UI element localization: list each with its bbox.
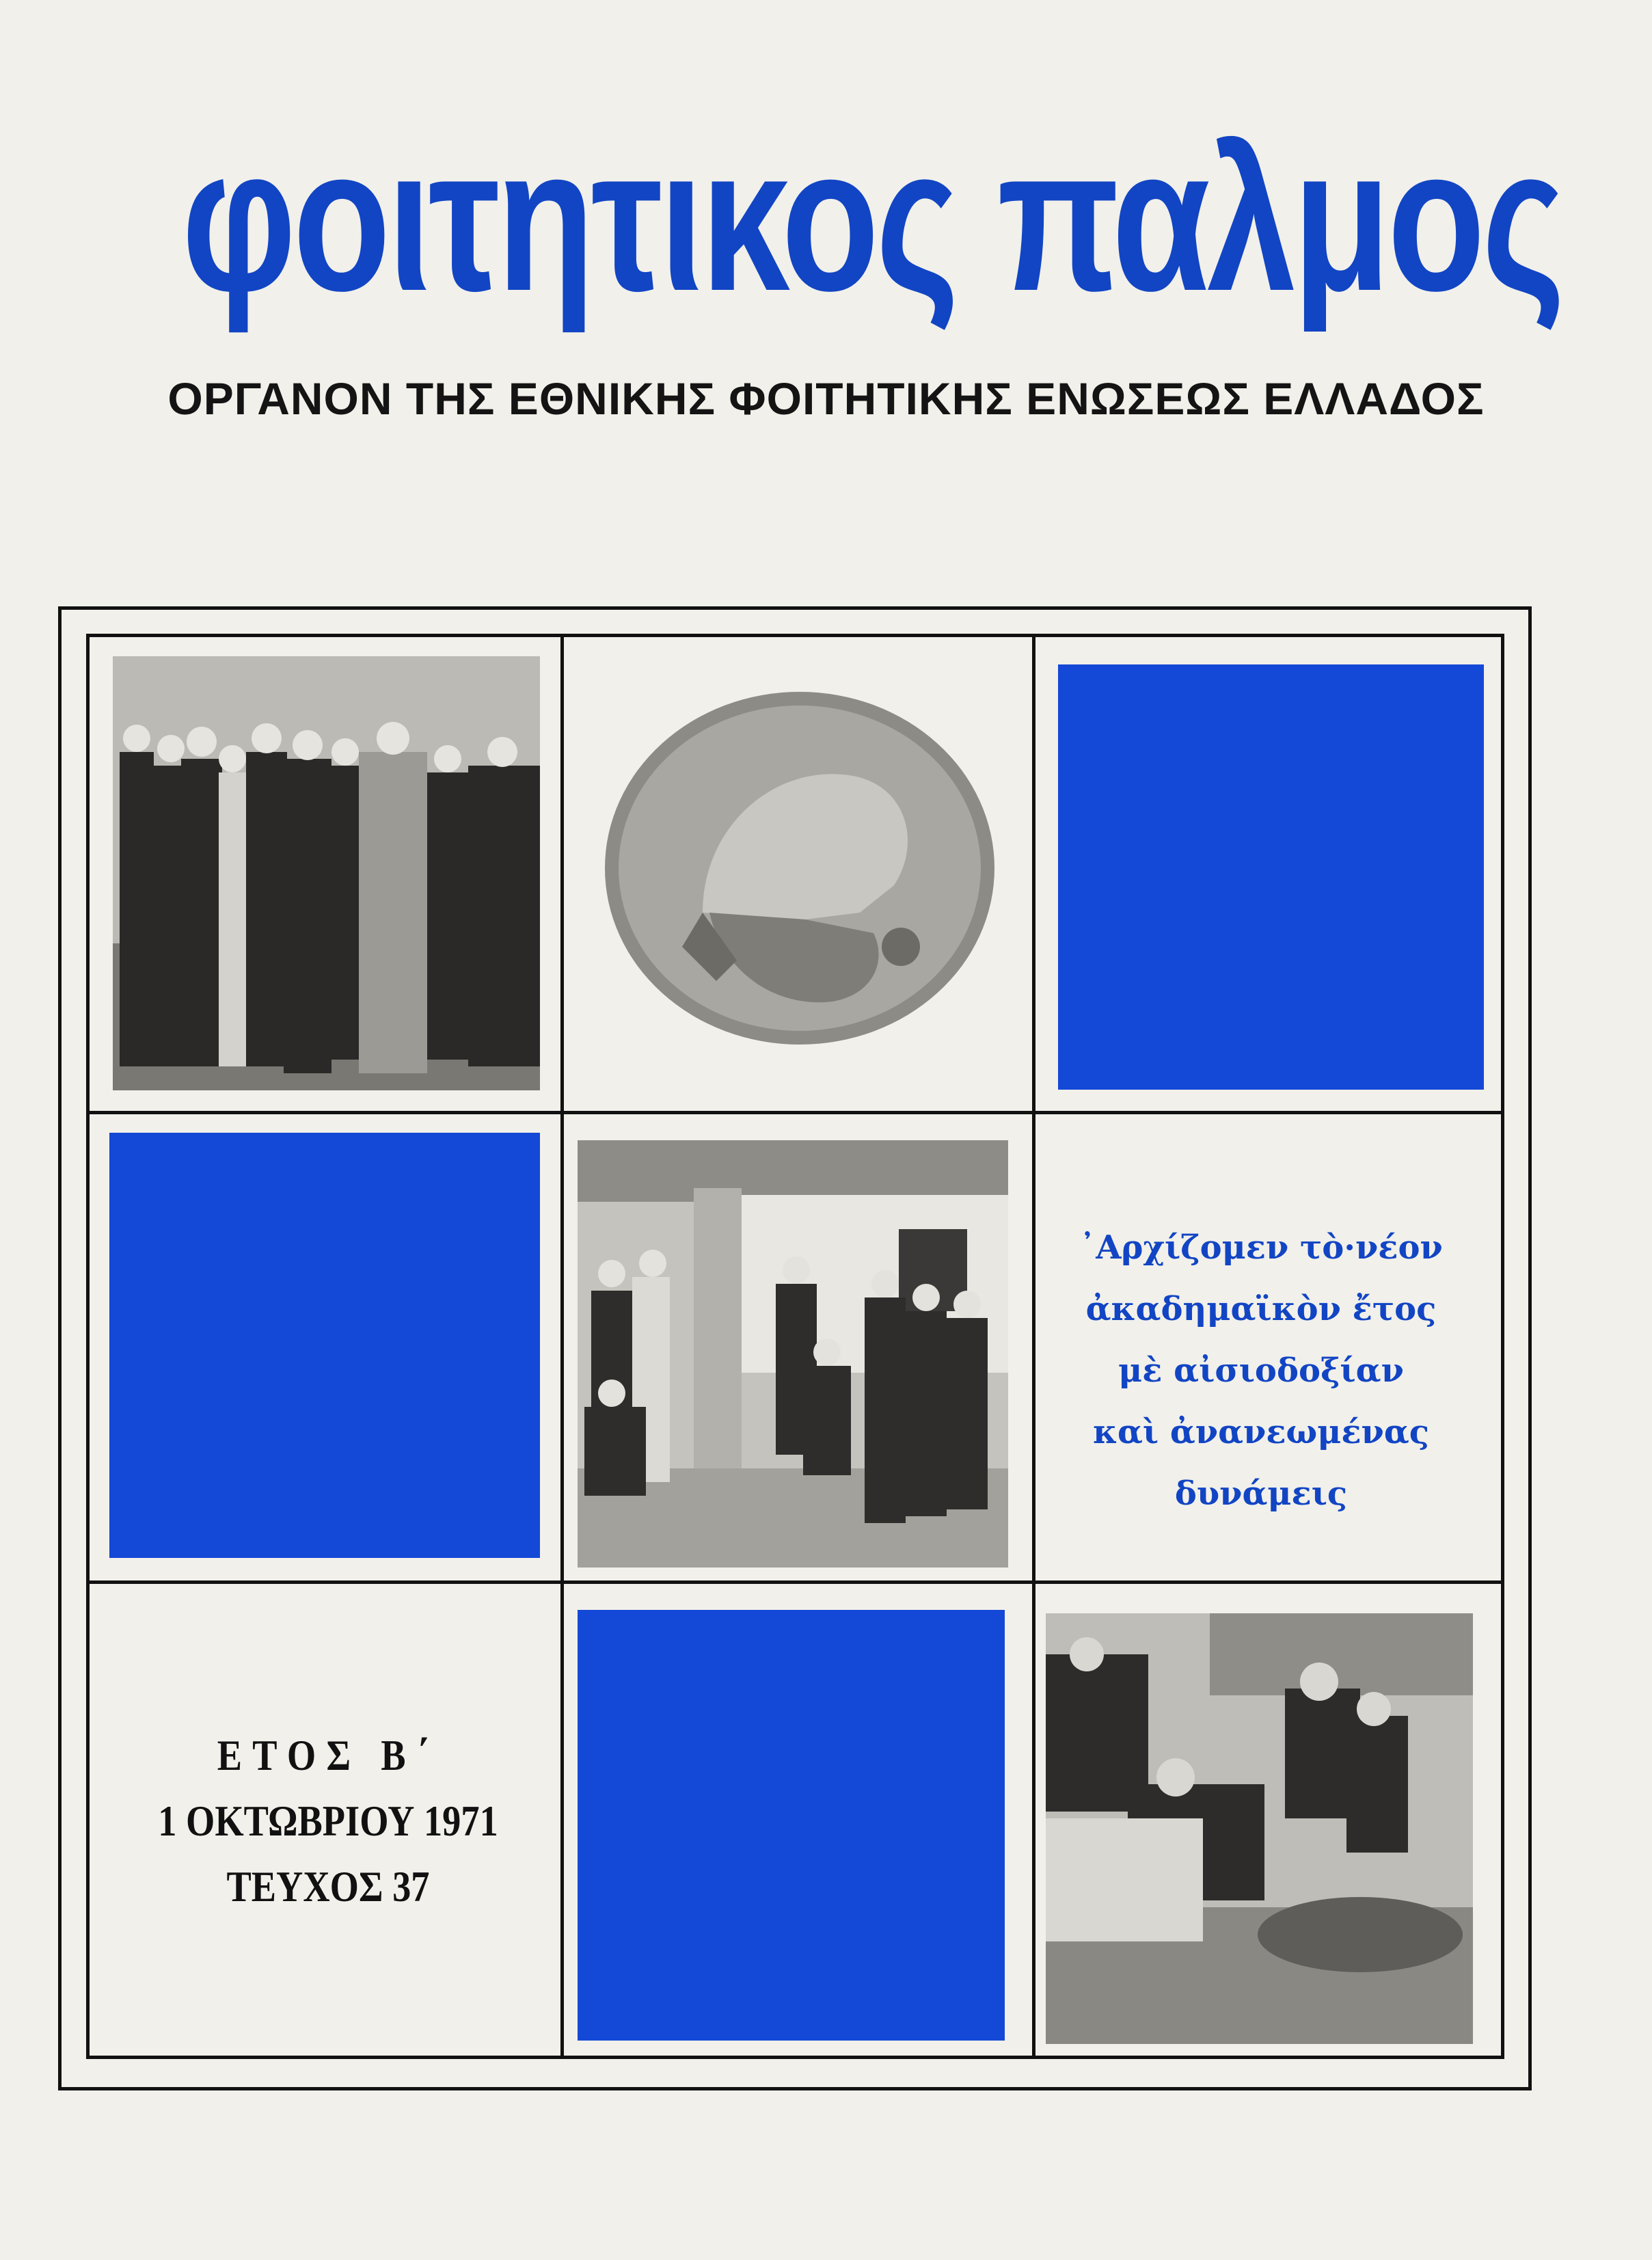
grid-divider [86, 1111, 1504, 1114]
issue-number: ΤΕΥΧΟΣ 37 [226, 1862, 430, 1911]
quote-line: ἀκαδημαϊκὸν ἔτος [1085, 1290, 1437, 1328]
digging-photo [1046, 1613, 1473, 2044]
quote-line: ᾿Αρχίζομεν τὸ·νέον [1079, 1228, 1443, 1267]
blue-block [1058, 664, 1484, 1090]
athena-coin-image [600, 687, 1000, 1049]
grid-divider [86, 1580, 1504, 1584]
quote-line: μὲ αἰσιοδοξίαν [1118, 1351, 1404, 1390]
blue-block [578, 1610, 1005, 2041]
quote-line: δυνάμεις [1174, 1475, 1348, 1513]
issue-info [131, 1723, 526, 1920]
blue-block [109, 1133, 540, 1558]
issue-date: 1 ΟΚΤΩΒΡΙΟΥ 1971 [158, 1797, 498, 1845]
group-photo-suits [113, 656, 540, 1090]
group-photo-workers [578, 1140, 1008, 1568]
magazine-title: φοιτητικος παλμος [181, 104, 1562, 334]
editorial-quote [1046, 1217, 1476, 1524]
grid-divider [1032, 634, 1035, 2059]
quote-line: καὶ ἀνανεωμένας [1093, 1413, 1429, 1451]
grid-divider [560, 634, 564, 2059]
issue-year: ΕΤΟΣ Β΄ [217, 1731, 439, 1779]
magazine-subtitle: ΟΡΓΑΝΟΝ ΤΗΣ ΕΘΝΙΚΗΣ ΦΟΙΤΗΤΙΚΗΣ ΕΝΩΣΕΩΣ ΕΛΛΑΔΟΣ [167, 373, 1485, 424]
